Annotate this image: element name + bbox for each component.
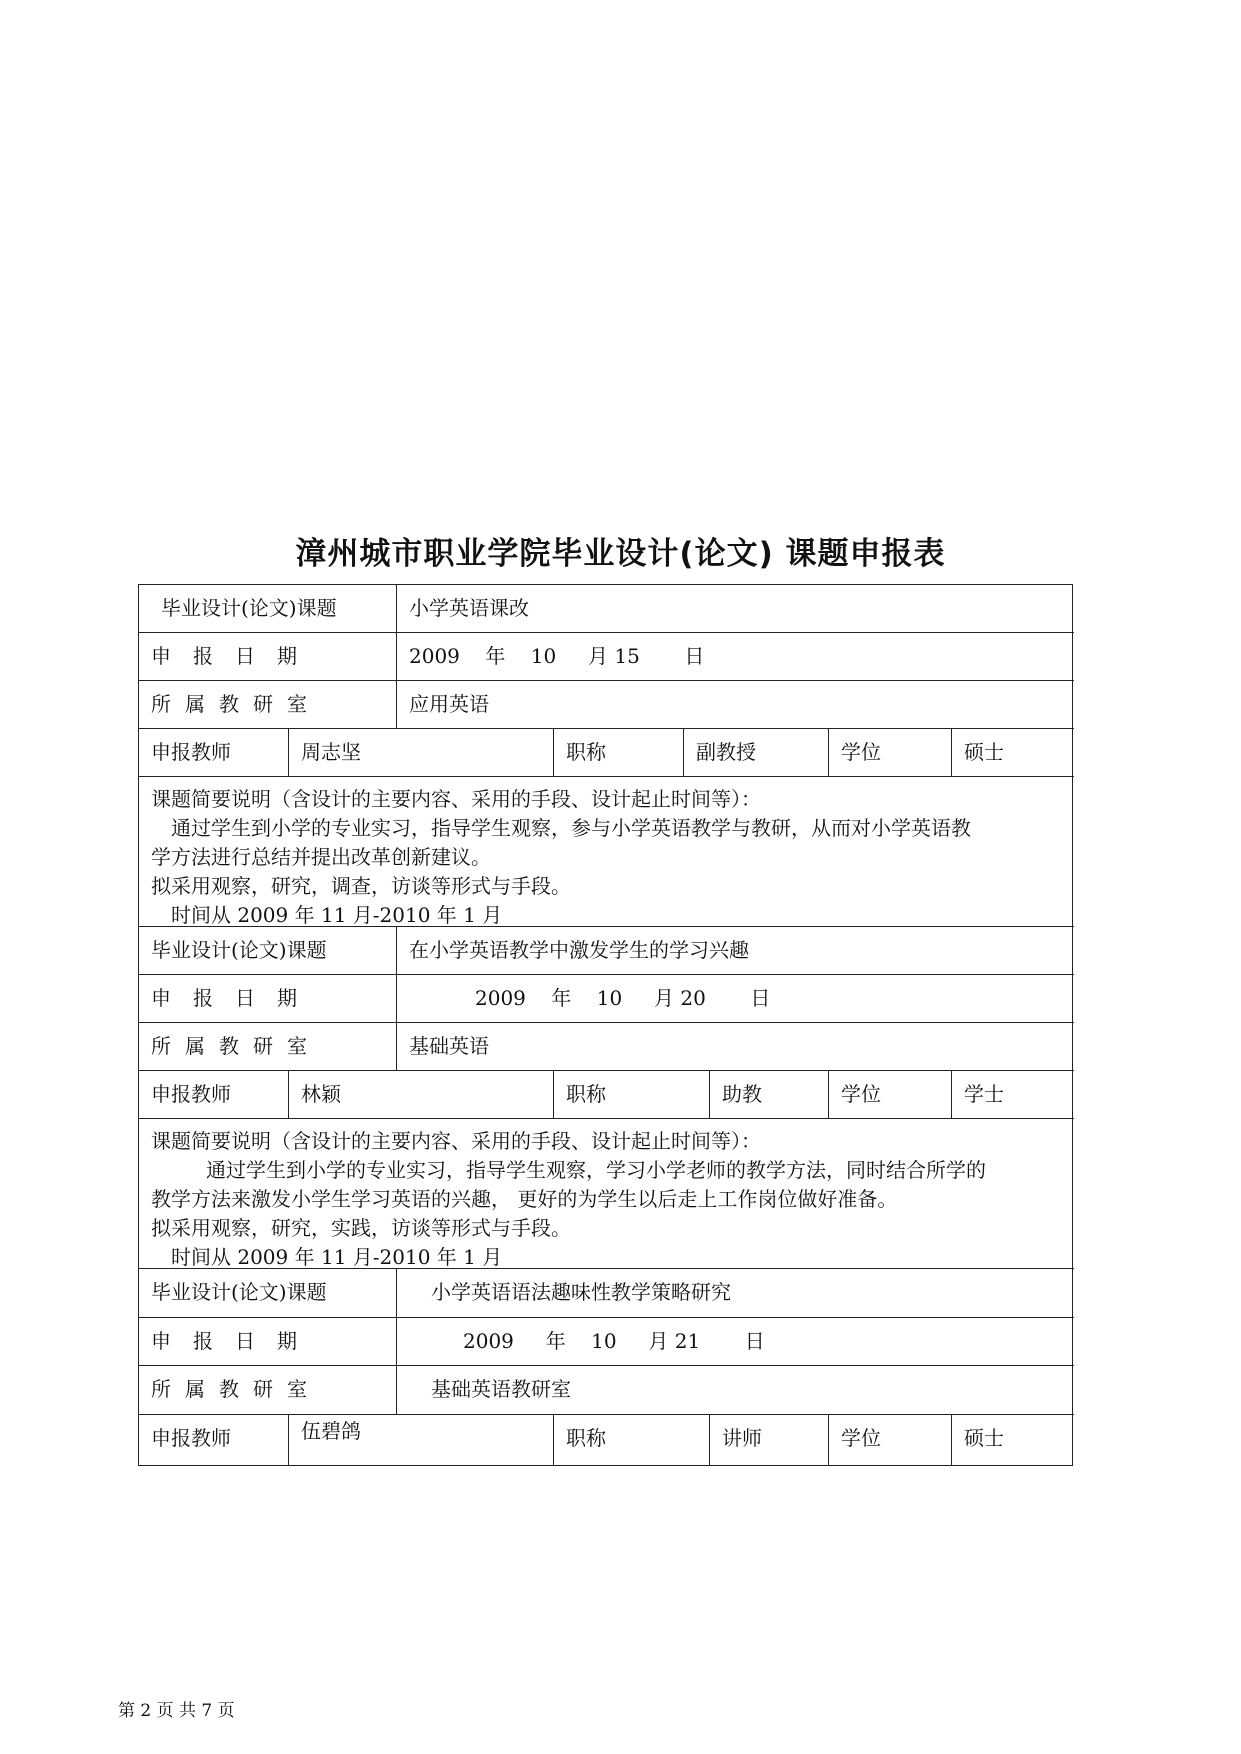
description-line: 学方法进行总结并提出改革创新建议。 (151, 845, 491, 869)
month-unit: 月 (654, 986, 675, 1010)
teacher-label: 申报教师 (139, 1071, 289, 1119)
page-number: 第 2 页 共 7 页 (118, 1701, 235, 1721)
date-value (397, 1318, 1074, 1366)
topic-label: 毕业设计(论文)课题 (139, 927, 397, 975)
date-value (397, 975, 1074, 1023)
dept-label: 所属教研室 (139, 681, 397, 729)
dept-label: 所属教研室 (139, 1366, 397, 1415)
year-unit: 年 (485, 644, 506, 668)
date-day: 20 (680, 986, 706, 1010)
description-line: 教学方法来激发小学生学习英语的兴趣， 更好的为学生以后走上工作岗位做好准备。 (151, 1187, 898, 1211)
teacher-value: 伍碧鸽 (289, 1415, 554, 1465)
rank-label: 职称 (554, 1071, 710, 1119)
date-day: 21 (674, 1329, 701, 1353)
date-label: 申报日期 (139, 975, 397, 1023)
year-unit: 年 (545, 1329, 566, 1353)
topic-value: 小学英语课改 (397, 585, 1074, 633)
dept-label: 所属教研室 (139, 1023, 397, 1071)
rank-value: 助教 (710, 1071, 829, 1119)
month-unit: 月 (648, 1329, 669, 1353)
date-value (397, 633, 1074, 681)
month-unit: 月 (588, 644, 609, 668)
date-month: 10 (591, 1329, 617, 1353)
day-unit: 日 (750, 986, 771, 1010)
topic-label: 毕业设计(论文)课题 (139, 1269, 397, 1318)
rank-label: 职称 (554, 729, 684, 777)
rank-value: 副教授 (684, 729, 829, 777)
dept-value: 应用英语 (397, 681, 1074, 729)
date-month: 10 (530, 644, 557, 668)
day-unit: 日 (684, 644, 705, 668)
day-unit: 日 (744, 1329, 765, 1353)
rank-value: 讲师 (710, 1415, 829, 1465)
topic-value: 小学英语语法趣味性教学策略研究 (397, 1269, 1074, 1318)
description-line: 通过学生到小学的专业实习，指导学生观察，参与小学英语教学与教研，从而对小学英语教 (171, 816, 971, 840)
description-block (139, 1119, 1074, 1269)
description-heading: 课题简要说明（含设计的主要内容、采用的手段、设计起止时间等）： (151, 787, 761, 811)
date-year: 2009 (409, 644, 460, 668)
degree-value: 硕士 (964, 1426, 1004, 1450)
rank-label: 职称 (554, 1415, 710, 1465)
topic-value: 在小学英语教学中激发学生的学习兴趣 (397, 927, 1074, 975)
date-month: 10 (596, 986, 623, 1010)
degree-label: 学位 (829, 729, 952, 777)
teacher-value: 周志坚 (289, 729, 554, 777)
teacher-label: 申报教师 (139, 729, 289, 777)
degree-value: 学士 (952, 1071, 1074, 1119)
application-form-table (138, 584, 1073, 1466)
year-unit: 年 (551, 986, 572, 1010)
degree-value: 硕士 (952, 729, 1074, 777)
description-line: 时间从 2009 年 11 月-2010 年 1 月 (171, 1245, 503, 1269)
degree-label: 学位 (829, 1415, 952, 1465)
description-line: 时间从 2009 年 11 月-2010 年 1 月 (171, 903, 503, 927)
dept-value: 基础英语 (397, 1023, 1074, 1071)
form-title: 漳州城市职业学院毕业设计(论文) 课题申报表 (295, 536, 946, 572)
teacher-value: 林颖 (289, 1071, 554, 1119)
description-line: 拟采用观察，研究，实践，访谈等形式与手段。 (151, 1216, 571, 1240)
description-line: 通过学生到小学的专业实习，指导学生观察，学习小学老师的教学方法，同时结合所学的 (206, 1158, 986, 1182)
degree-label: 学位 (829, 1071, 952, 1119)
date-year: 2009 (475, 986, 526, 1010)
teacher-label: 申报教师 (139, 1415, 289, 1465)
description-line: 拟采用观察，研究，调查，访谈等形式与手段。 (151, 874, 571, 898)
date-label: 申报日期 (139, 1318, 397, 1366)
topic-label: 毕业设计(论文)课题 (139, 585, 397, 633)
date-label: 申报日期 (139, 633, 397, 681)
dept-value: 基础英语教研室 (397, 1366, 1074, 1415)
description-heading: 课题简要说明（含设计的主要内容、采用的手段、设计起止时间等）： (151, 1129, 761, 1153)
date-year: 2009 (463, 1329, 514, 1353)
date-day: 15 (614, 644, 640, 668)
description-block (139, 777, 1074, 927)
